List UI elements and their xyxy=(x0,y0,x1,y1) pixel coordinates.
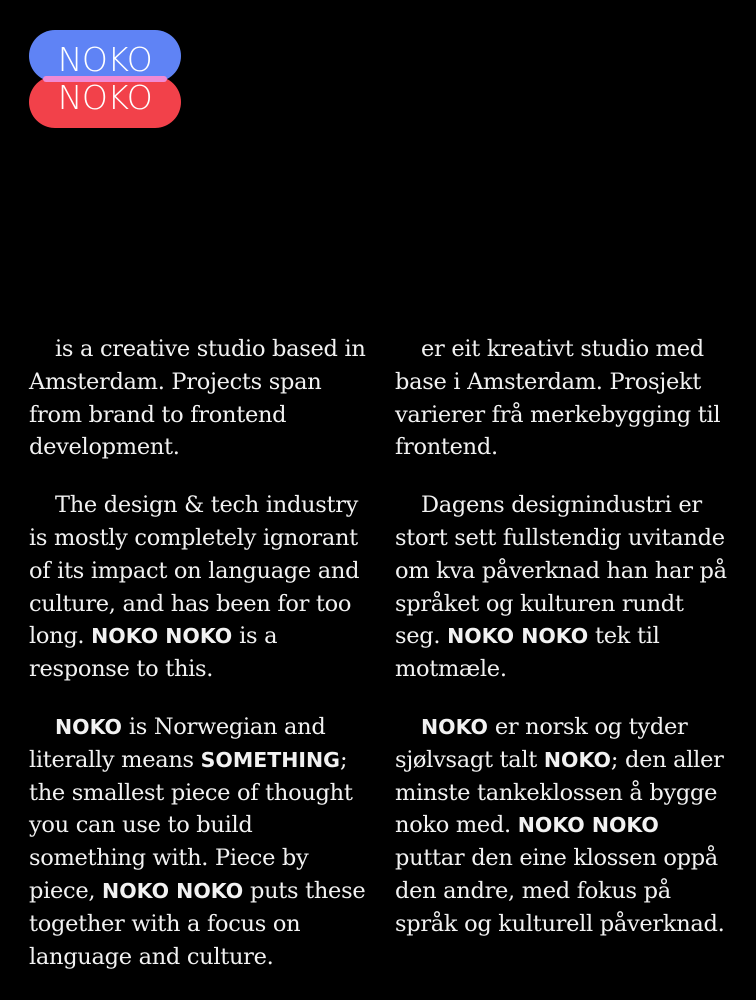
brand-name: NOKO NOKO xyxy=(517,813,659,838)
brand-word: NOKO xyxy=(543,747,611,772)
brand-name: NOKO NOKO xyxy=(91,624,233,649)
logo-bottom-word: NOKO xyxy=(57,78,153,117)
en-industry-text: The design & tech industry is mostly completely ignorant of its impact on language and culture, and has been for too long. xyxy=(29,492,360,650)
brand-word: NOKO xyxy=(55,714,122,739)
no-meaning-text: er norsk og tyder sjølvsagt talt xyxy=(395,713,688,773)
en-industry-text-end: is a response to this. xyxy=(29,623,278,683)
brand-name: NOKO NOKO xyxy=(447,624,589,649)
no-meaning-paragraph xyxy=(395,711,735,941)
no-intro-paragraph xyxy=(395,333,735,464)
no-industry-text-end: tek til motmæle. xyxy=(395,623,660,683)
logo-top-word: NOKO xyxy=(57,40,153,79)
brand-name: NOKO NOKO xyxy=(102,878,244,903)
en-meaning-text-3: puts these together with a focus on language and culture. xyxy=(29,877,366,970)
brand-word: NOKO xyxy=(421,714,488,739)
en-meaning-text: is Norwegian and literally means xyxy=(29,713,326,773)
noko-noko-logo[interactable] xyxy=(29,30,181,130)
no-meaning-text-3: puttar den eine klossen oppå den andre, med fokus på språk og kulturell påverknad. xyxy=(395,845,725,937)
norwegian-column xyxy=(395,333,735,966)
no-industry-paragraph xyxy=(395,489,735,686)
en-intro-paragraph xyxy=(29,333,369,464)
en-intro-text: is a creative studio based in Amsterdam. Projects span from brand to frontend development. xyxy=(29,336,366,461)
no-intro-text: er eit kreativt studio med base i Amsterdam. Prosjekt varierer frå merkebygging til frontend. xyxy=(395,336,721,461)
no-industry-text: Dagens designindustri er stort sett fullstendig uvitande om kva påverknad han har på språket og kulturen rundt seg. xyxy=(395,492,727,650)
en-meaning-text-2: ; the smallest piece of thought you can use to build something with. Piece by piece, xyxy=(29,746,353,904)
no-meaning-text-2: ; den aller minste tankeklossen å bygge noko med. xyxy=(395,746,724,839)
english-column xyxy=(29,333,369,998)
en-meaning-paragraph xyxy=(29,711,369,973)
en-industry-paragraph xyxy=(29,489,369,686)
translation-word: SOMETHING xyxy=(200,747,340,772)
